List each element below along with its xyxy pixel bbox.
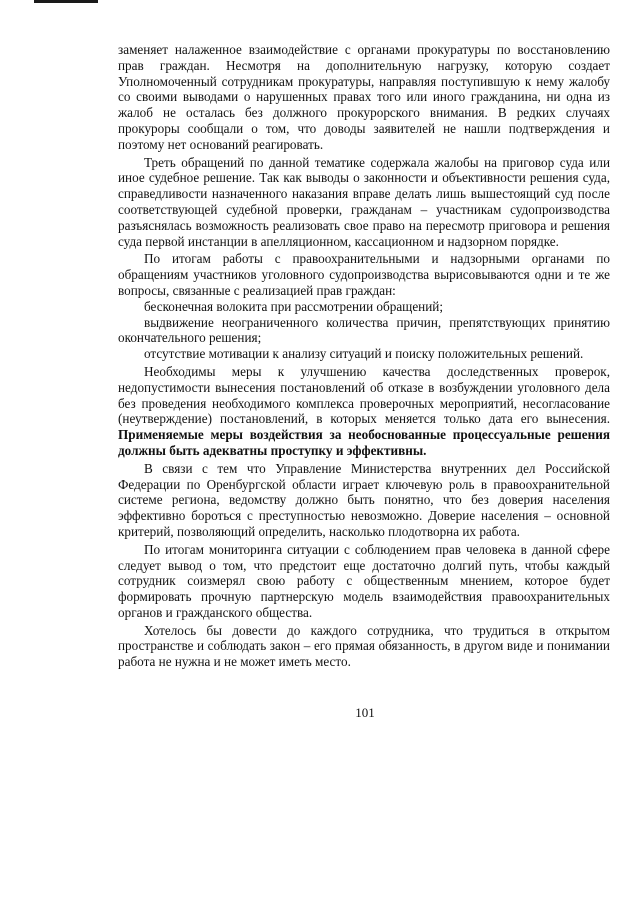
paragraph-2: Треть обращений по данной тематике содержала жалобы на приговор суда или иное судебное решение. Так как выводы о законности и объективности решения суда, справедливости назначенного наказания вправе делать лишь вышестоящий суд после соответствующей судебной проверки, гражданам – участникам судопроизводства разъяснялась возможность реализовать свое право на пересмотр приговора и решения суда первой инстанции в апелляционном, кассационном и надзорном порядке. xyxy=(118,154,610,249)
paragraph-7-bold: Применяемые меры воздействия за необоснованные процессуальные решения должны быть адекватны проступку и эффективны. xyxy=(118,427,610,458)
paragraph-7-text: Необходимы меры к улучшению качества доследственных проверок, недопустимости вынесения постановлений об отказе в возбуждении уголовного дела без проведения необходимого комплекса проверочных мероприятий, несогласование (неутверждение) постановлений, в которых меняется только дата его вынесения. xyxy=(118,363,610,427)
page-number: 101 xyxy=(355,705,375,720)
paragraph-9: По итогам мониторинга ситуации с соблюдением прав человека в данной сфере следует вывод о том, что предстоит еще достаточно долгий путь, чтобы каждый сотрудник соизмерял свою работу с общественным мнением, которое будет формировать прочную партнерскую модель взаимодействия правоохранительных органов и гражданского общества. xyxy=(118,541,610,620)
list-item-2: выдвижение неограниченного количества причин, препятствующих принятию окончательного решения; xyxy=(118,314,610,346)
paragraph-8: В связи с тем что Управление Министерства внутренних дел Российской Федерации по Оренбургской области играет ключевую роль в правоохранительной системе региона, ведомству должно быть понятно, что без доверия населения эффективно бороться с преступностью невозможно. Доверие населения – основной критерий, позволяющий определить, насколько плодотворна их работа. xyxy=(118,460,610,539)
paragraph-3: По итогам работы с правоохранительными и надзорными органами по обращениям участников уголовного судопроизводства вырисовываются одни и те же вопросы, связанные с реализацией прав граждан: xyxy=(118,251,610,298)
paragraph-1: заменяет налаженное взаимодействие с органами прокуратуры по восстановлению прав граждан. Несмотря на дополнительную нагрузку, которую создает Уполномоченный сотрудникам прокуратуры, направляя поступившую к нему жалобу со своими выводами о нарушенных правах того или иного гражданина, ни одна из жалоб не осталась без должного прокурорского внимания. В редких случаях прокуроры сообщали о том, что доводы заявителей не нашли подтверждения и поэтому нет оснований реагировать. xyxy=(118,42,610,152)
paragraph-10: Хотелось бы довести до каждого сотрудника, что трудиться в открытом пространстве и соблюдать закон – его прямая обязанность, в другом виде и понимании работа не нужна и не может иметь место. xyxy=(118,622,610,670)
list-item-3: отсутствие мотивации к анализу ситуаций и поиску положительных решений. xyxy=(144,346,584,362)
body-text xyxy=(118,42,610,672)
list-item-1: бесконечная волокита при рассмотрении обращений; xyxy=(144,298,444,314)
paragraph-7 xyxy=(118,364,610,459)
top-rule xyxy=(34,0,98,3)
